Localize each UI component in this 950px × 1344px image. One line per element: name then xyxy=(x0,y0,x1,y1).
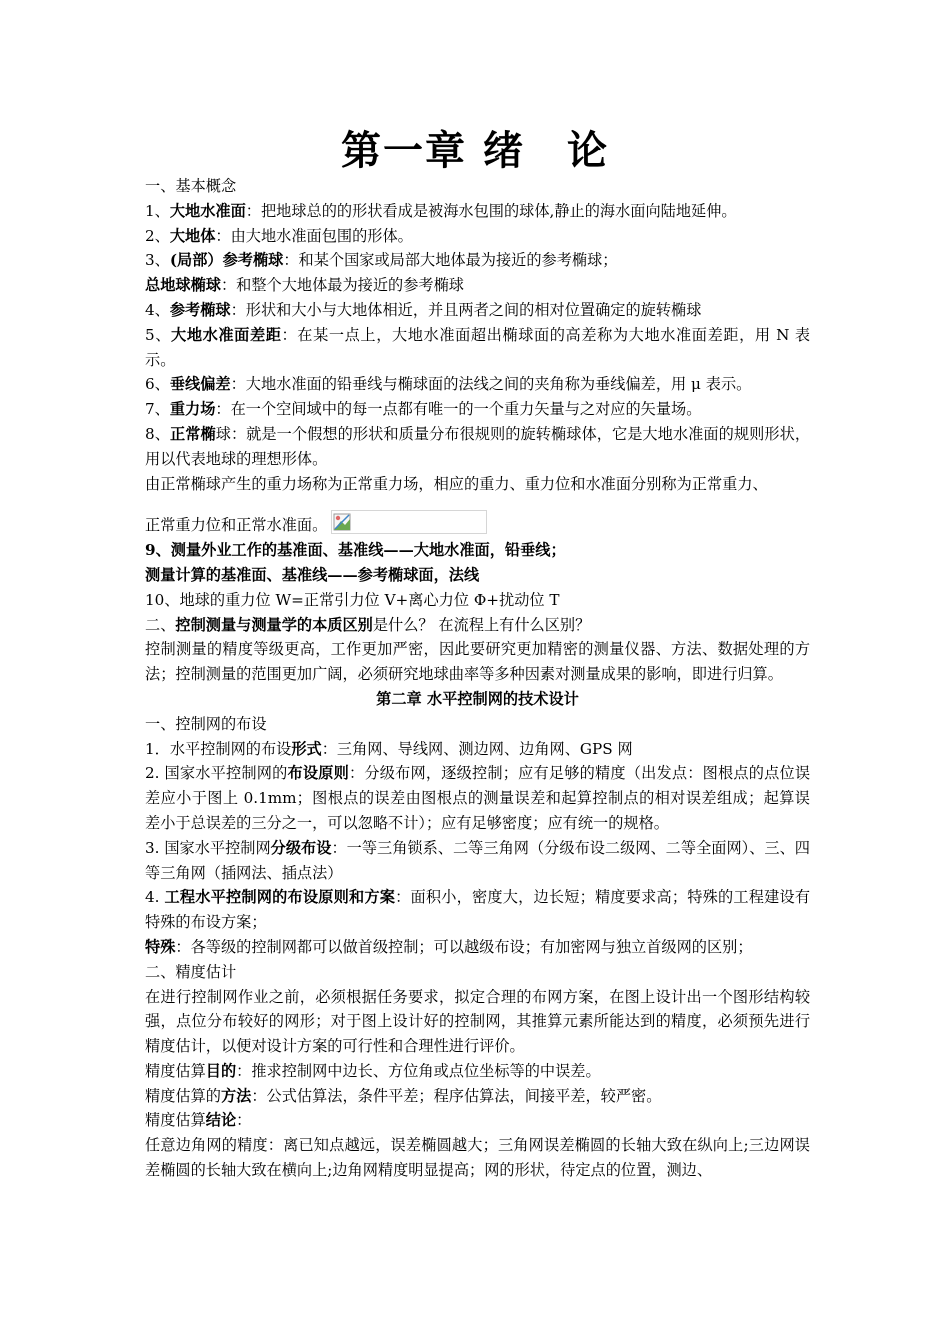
item-text: ：面积小，密度大，边长短；精度要求高；特殊的工程建设有特殊的布设方案； xyxy=(145,888,811,932)
definition-item xyxy=(145,298,810,323)
definition-text: ：在一个空间域中的每一点都有唯一的一个重力矢量与之对应的矢量场。 xyxy=(215,400,702,419)
term: 形式 xyxy=(291,739,322,758)
paragraph xyxy=(145,510,810,538)
section-heading: 二、精度估计 xyxy=(145,962,237,981)
section-heading xyxy=(145,613,810,638)
item-number: 8、 xyxy=(145,424,170,443)
term: 大地体 xyxy=(169,226,216,245)
definition-text: ：和某个国家或局部大地体最为接近的参考椭球； xyxy=(283,251,618,270)
term: (局部）参考椭球 xyxy=(169,251,284,270)
definition-item xyxy=(145,372,810,397)
definition-item xyxy=(145,323,810,373)
item-number: 5、 xyxy=(145,325,172,344)
term: 分级布设 xyxy=(270,838,332,857)
paragraph-text: ： xyxy=(236,1111,252,1130)
item-lead: 2. 国家水平控制网的 xyxy=(145,764,288,783)
term: 大地水准面 xyxy=(169,201,246,220)
definition-item xyxy=(145,199,810,224)
lead-text: 精度估算 xyxy=(145,1061,206,1080)
paragraph-bold: 9、测量外业工作的基准面、基准线——大地水准面，铅垂线； xyxy=(145,541,566,560)
term: 方法 xyxy=(220,1086,252,1105)
definition-text: ：由大地水准面包围的形体。 xyxy=(215,226,413,245)
item-lead: 4. xyxy=(145,888,165,907)
paragraph: 控制测量的精度等级更高，工作更加严密，因此要研究更加精密的测量仪器、方法、数据处理的方法；控制测量的范围更加广阔，必须研究地球曲率等多种因素对测量成果的影响，即进行归算。 xyxy=(145,640,810,684)
definition-item xyxy=(145,422,810,472)
definition-text: ：在某一点上，大地水准面超出椭球面的高差称为大地水准面差距，用 N 表示。 xyxy=(145,325,811,369)
section-heading: 一、基本概念 xyxy=(145,177,237,195)
lead-text: 精度估算的 xyxy=(145,1086,221,1105)
paragraph xyxy=(145,1059,810,1084)
list-item xyxy=(145,885,810,935)
paragraph: 10、地球的重力位 W=正常引力位 V+离心力位 Φ+扰动位 T xyxy=(145,590,560,609)
term: 总地球椭球 xyxy=(145,276,221,295)
item-number: 3、 xyxy=(145,251,170,270)
item-lead: 1．水平控制网的布设 xyxy=(145,739,292,758)
paragraph-text: ：推求控制网中边长、方位角或点位坐标等的中误差。 xyxy=(236,1061,601,1080)
term: 大地水准面差距 xyxy=(171,325,282,344)
chapter-title: 第一章 绪 论 xyxy=(341,127,609,174)
item-text: ：分级布网，逐级控制；应有足够的精度（出发点：图根点的点位误差应小于图上 0.1mm；图根点的误差由图根点的测量误差和起算控制点的相对误差组成；起算误差小于总误差的三分之一，可以忽略不计）；应有足够密度；应有统一的规格。 xyxy=(145,764,811,832)
definition-text: ：大地水准面的铅垂线与椭球面的法线之间的夹角称为垂线偏差，用 μ 表示。 xyxy=(230,375,752,394)
document-body xyxy=(145,174,810,1183)
lead-text: 精度估算 xyxy=(145,1111,206,1130)
definition-text: ：和整个大地体最为接近的参考椭球 xyxy=(220,276,464,295)
term: 控制测量与测量学的本质区别 xyxy=(175,615,373,634)
broken-image-icon xyxy=(333,513,351,531)
list-item xyxy=(145,761,810,835)
paragraph: 在进行控制网作业之前，必须根据任务要求，拟定合理的布网方案，在图上设计出一个图形结构较强，点位分布较好的网形；对于图上设计好的控制网，其推算元素所能达到的精度，必须预先进行精度估计，以便对设计方案的可行性和合理性进行评价。 xyxy=(145,987,810,1056)
paragraph-text: ：公式估算法，条件平差；程序估算法，间接平差，较严密。 xyxy=(251,1086,662,1105)
definition-item xyxy=(145,273,810,298)
broken-image-placeholder xyxy=(331,510,487,534)
item-number: 7、 xyxy=(145,400,170,419)
item-text: ：一等三角锁系、二等三角网（分级布设二级网、二等全面网）、三、四等三角网（插网法、插点法） xyxy=(145,838,810,882)
definition-text: ：把地球总的的形状看成是被海水包围的球体,静止的海水面向陆地延伸。 xyxy=(245,201,737,220)
paragraph-text: 正常重力位和正常水准面。 xyxy=(145,516,328,535)
list-item xyxy=(145,836,810,886)
spacer xyxy=(145,496,810,510)
definition-item xyxy=(145,224,810,249)
term: 工程水平控制网的布设原则和方案 xyxy=(164,888,396,907)
definition-text: 球：就是一个假想的形状和质量分布很规则的旋转椭球体，它是大地水准面的规则形状，用以代表地球的理想形体。 xyxy=(145,424,811,468)
heading-text: 是什么？ 在流程上有什么区别？ xyxy=(372,615,591,634)
list-item xyxy=(145,935,810,960)
item-number: 4、 xyxy=(145,300,170,319)
item-number: 1、 xyxy=(145,201,170,220)
term: 参考椭球 xyxy=(169,300,231,319)
term: 正常椭 xyxy=(169,424,216,443)
paragraph-bold: 测量计算的基准面、基准线——参考椭球面，法线 xyxy=(145,565,480,584)
definition-text: ：形状和大小与大地体相近，并且两者之间的相对位置确定的旋转椭球 xyxy=(230,300,702,319)
item-text: ：三角网、导线网、测边网、边角网、GPS 网 xyxy=(321,739,633,758)
term: 重力场 xyxy=(169,400,216,419)
item-number: 2、 xyxy=(145,226,170,245)
term: 垂线偏差 xyxy=(169,375,231,394)
item-number: 二、 xyxy=(145,615,176,634)
term: 目的 xyxy=(205,1061,237,1080)
definition-item xyxy=(145,397,810,422)
item-lead: 3. 国家水平控制网 xyxy=(145,838,271,857)
item-number: 6、 xyxy=(145,375,170,394)
paragraph xyxy=(145,1108,810,1133)
paragraph xyxy=(145,1084,810,1109)
section-heading: 一、控制网的布设 xyxy=(145,714,267,733)
term: 布设原则 xyxy=(287,764,349,783)
definition-item xyxy=(145,248,810,273)
chapter-subtitle: 第二章 水平控制网的技术设计 xyxy=(376,689,579,708)
term: 特殊 xyxy=(145,937,176,956)
list-item xyxy=(145,737,810,762)
paragraph: 任意边角网的精度：离已知点越远，误差椭圆越大；三角网误差椭圆的长轴大致在纵向上;三边网误差椭圆的长轴大致在横向上;边角网精度明显提高；网的形状，待定点的位置，测边、 xyxy=(145,1136,810,1180)
term: 结论 xyxy=(205,1111,237,1130)
item-text: ：各等级的控制网都可以做首级控制；可以越级布设；有加密网与独立首级网的区别； xyxy=(175,937,753,956)
paragraph: 由正常椭球产生的重力场称为正常重力场，相应的重力、重力位和水准面分别称为正常重力、 xyxy=(145,474,768,493)
